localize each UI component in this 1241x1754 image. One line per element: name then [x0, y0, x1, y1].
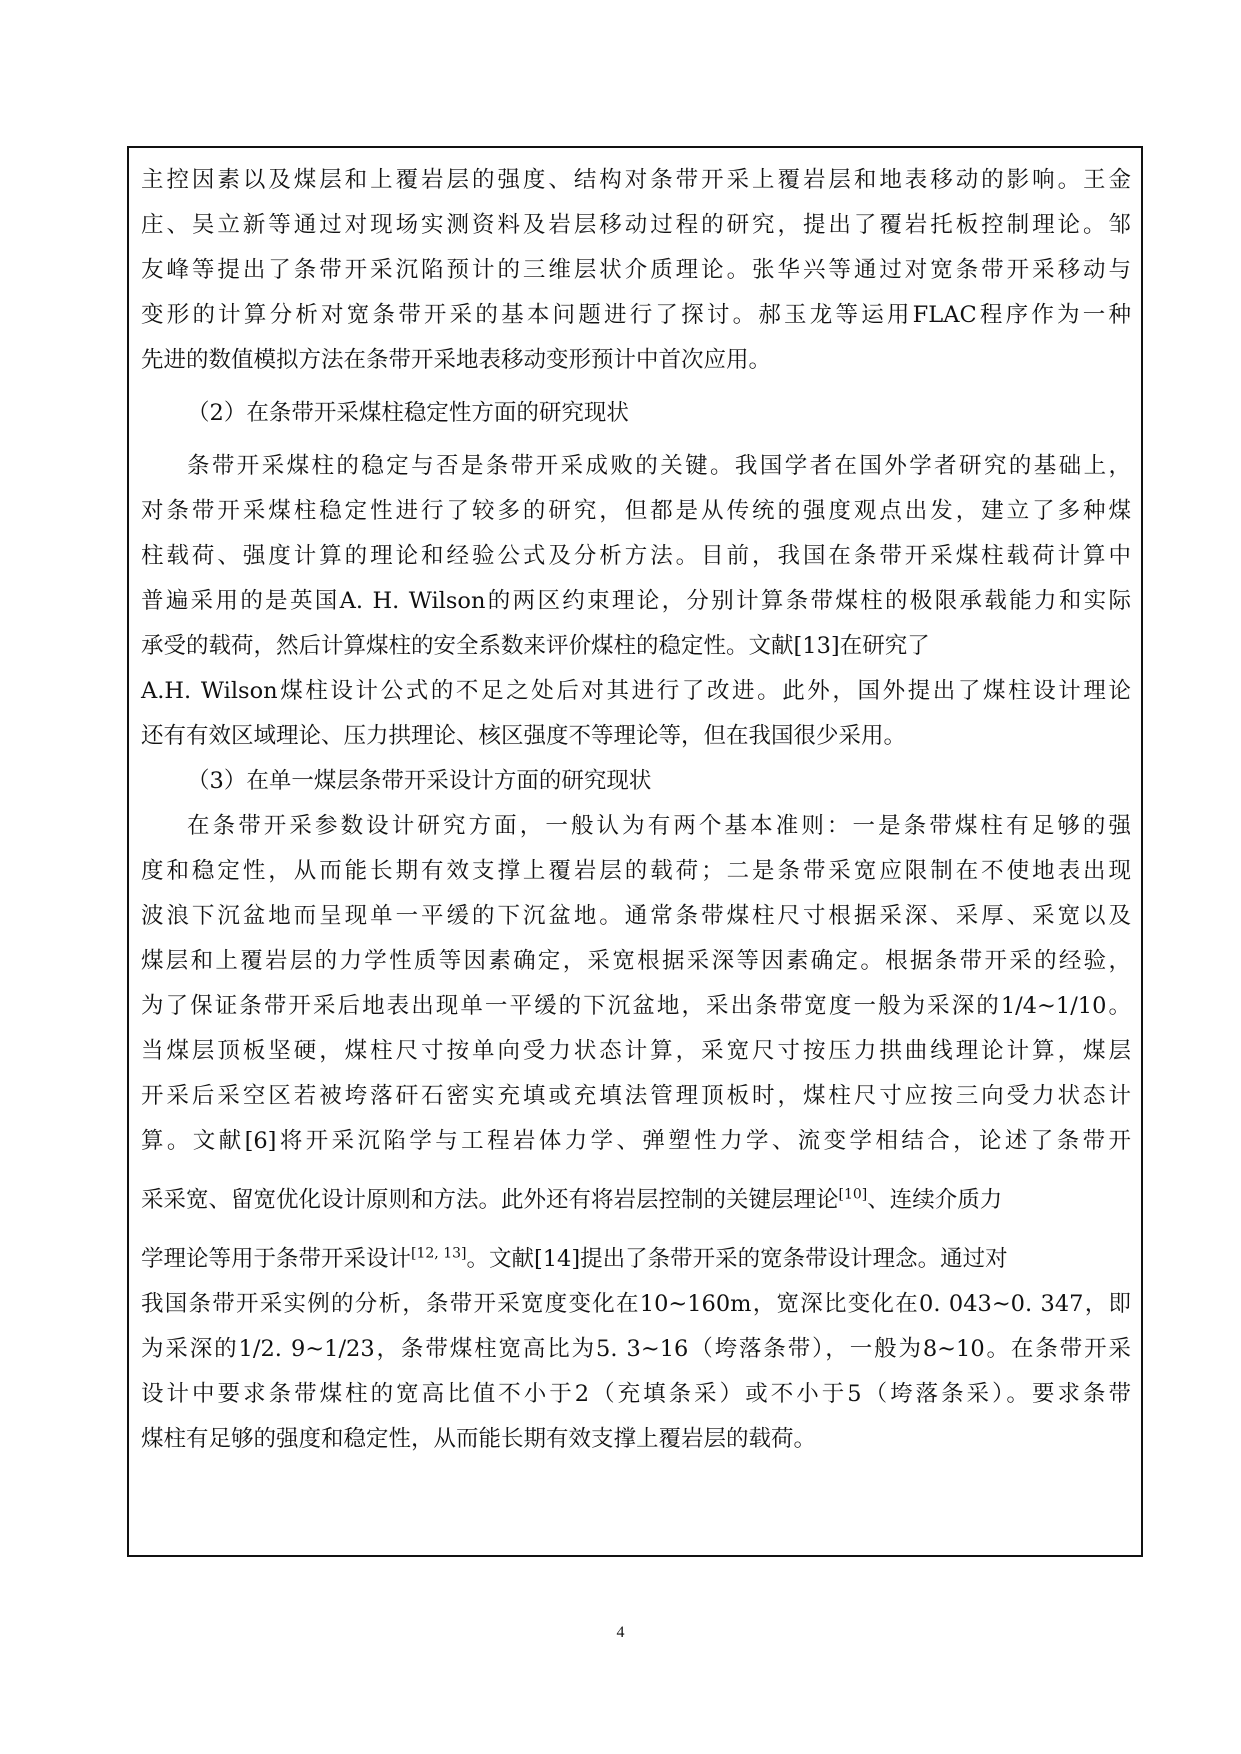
- text-line: 普遍采用的是英国A. H. Wilson的两区约束理论，分别计算条带煤柱的极限承载能力和实际: [141, 588, 1131, 614]
- text-line: 在条带开采参数设计研究方面，一般认为有两个基本准则：一是条带煤柱有足够的强: [187, 813, 1131, 839]
- text-line: 条带开采煤柱的稳定与否是条带开采成败的关键。我国学者在国外学者研究的基础上，: [187, 453, 1131, 479]
- text-line: 柱载荷、强度计算的理论和经验公式及分析方法。目前，我国在条带开采煤柱载荷计算中: [141, 543, 1131, 569]
- text-line: 设计中要求条带煤柱的宽高比值不小于2（充填条采）或不小于5（垮落条采）。要求条带: [141, 1381, 1131, 1407]
- text-line: 为采深的1/2. 9~1/23，条带煤柱宽高比为5. 3~16（垮落条带），一般为8~10。在条带开采: [141, 1336, 1131, 1362]
- text-line-with-citation: [141, 1178, 1131, 1223]
- section-2-heading: （2）在条带开采煤柱稳定性方面的研究现状: [187, 400, 629, 426]
- text-segment: 、连续介质力: [867, 1187, 1003, 1213]
- text-segment: 。文献[14]提出了条带开采的宽条带设计理念。通过对: [466, 1246, 1008, 1272]
- text-line: 先进的数值模拟方法在条带开采地表移动变形预计中首次应用。: [141, 347, 772, 373]
- section-3-paragraph: [141, 804, 1131, 1462]
- intro-paragraph: [141, 158, 1131, 383]
- page-number: 4: [616, 1624, 625, 1641]
- text-line: 度和稳定性，从而能长期有效支撑上覆岩层的载荷；二是条带采宽应限制在不使地表出现: [141, 858, 1131, 884]
- text-line: 庄、吴立新等通过对现场实测资料及岩层移动过程的研究，提出了覆岩托板控制理论。邹: [141, 212, 1131, 238]
- text-line: 友峰等提出了条带开采沉陷预计的三维层状介质理论。张华兴等通过对宽条带开采移动与: [141, 257, 1131, 283]
- text-line: 为了保证条带开采后地表出现单一平缓的下沉盆地，采出条带宽度一般为采深的1/4~1/10。: [141, 993, 1131, 1019]
- text-line: 变形的计算分析对宽条带开采的基本问题进行了探讨。郝玉龙等运用FLAC程序作为一种: [141, 302, 1131, 328]
- citation-superscript: [12, 13]: [411, 1245, 467, 1262]
- text-segment: 学理论等用于条带开采设计: [141, 1246, 412, 1272]
- text-line: 当煤层顶板坚硬，煤柱尺寸按单向受力状态计算，采宽尺寸按压力拱曲线理论计算，煤层: [141, 1038, 1131, 1064]
- text-line: 我国条带开采实例的分析，条带开采宽度变化在10~160m，宽深比变化在0. 043~0. 347，即: [141, 1291, 1131, 1317]
- text-segment: 采采宽、留宽优化设计原则和方法。此外还有将岩层控制的关键层理论: [141, 1187, 839, 1213]
- citation-superscript: [10]: [838, 1186, 868, 1203]
- document-body: [141, 158, 1131, 1462]
- text-line: 波浪下沉盆地而呈现单一平缓的下沉盆地。通常条带煤柱尺寸根据采深、采厚、采宽以及: [141, 903, 1131, 929]
- text-line: 开采后采空区若被垮落矸石密实充填或充填法管理顶板时，煤柱尺寸应按三向受力状态计: [141, 1083, 1131, 1109]
- text-line: 对条带开采煤柱稳定性进行了较多的研究，但都是从传统的强度观点出发，建立了多种煤: [141, 498, 1131, 524]
- text-line: 主控因素以及煤层和上覆岩层的强度、结构对条带开采上覆岩层和地表移动的影响。王金: [141, 167, 1131, 193]
- text-line-with-citation: [141, 1237, 1131, 1282]
- text-line: 算。文献[6]将开采沉陷学与工程岩体力学、弹塑性力学、流变学相结合，论述了条带开: [141, 1128, 1131, 1154]
- section-2-paragraph: [141, 444, 1131, 759]
- text-line: 煤层和上覆岩层的力学性质等因素确定，采宽根据采深等因素确定。根据条带开采的经验，: [141, 948, 1131, 974]
- text-line: 承受的载荷，然后计算煤柱的安全系数来评价煤柱的稳定性。文献[13]在研究了: [141, 633, 930, 659]
- text-line: A.H. Wilson煤柱设计公式的不足之处后对其进行了改进。此外，国外提出了煤柱设计理论: [141, 678, 1131, 704]
- section-3-heading: （3）在单一煤层条带开采设计方面的研究现状: [187, 768, 652, 794]
- text-line: 煤柱有足够的强度和稳定性，从而能长期有效支撑上覆岩层的载荷。: [141, 1426, 817, 1452]
- text-line: 还有有效区域理论、压力拱理论、核区强度不等理论等，但在我国很少采用。: [141, 723, 907, 749]
